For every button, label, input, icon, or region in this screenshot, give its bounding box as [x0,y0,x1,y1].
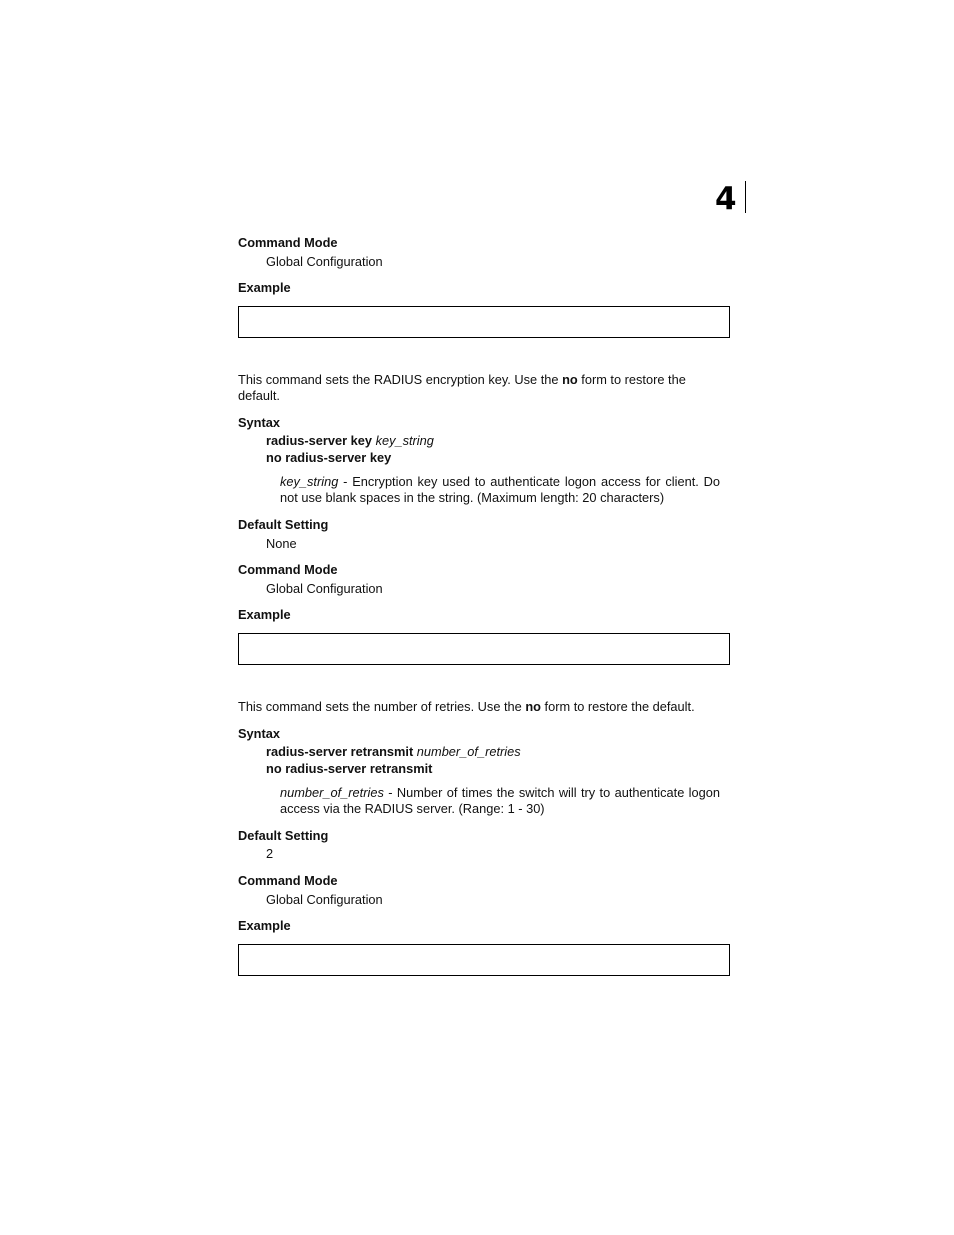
param-name: key_string [280,474,339,489]
syntax-param: number_of_retries [416,744,521,759]
intro-text-end: form to restore the default. [540,699,695,714]
command-mode-value: Global Configuration [266,581,383,596]
param-description [280,785,720,817]
command-mode-heading: Command Mode [238,235,338,250]
syntax-command [266,744,521,760]
default-setting-value: None [266,536,297,551]
command-mode-value: Global Configuration [266,254,383,269]
example-heading: Example [238,280,291,295]
syntax-no-command: no radius-server key [266,450,392,465]
default-setting-heading: Default Setting [238,828,329,843]
intro-no-keyword: no [525,699,541,714]
command-mode-heading: Command Mode [238,873,338,888]
example-box [238,306,730,338]
intro-paragraph [238,699,728,715]
intro-text: This command sets the RADIUS encryption key. Use the [238,372,563,387]
syntax-command-name: radius-server retransmit [266,744,414,759]
syntax-heading: Syntax [238,415,280,430]
syntax-heading: Syntax [238,726,280,741]
example-heading: Example [238,607,291,622]
intro-text-end: form to restore the default. [238,372,686,403]
command-mode-value: Global Configuration [266,892,383,907]
chapter-number: 4 [715,181,746,213]
intro-no-keyword: no [562,372,578,387]
syntax-command [266,433,434,449]
syntax-command-name: radius-server key [266,433,372,448]
default-setting-value: 2 [266,846,274,861]
example-box [238,944,730,976]
syntax-no-command: no radius-server retransmit [266,761,433,776]
param-desc-text: - Number of times the switch will try to authenticate logon access via the RADIUS server. (Range: 1 - 30) [280,785,720,816]
intro-text: This command sets the number of retries. Use the [238,699,526,714]
param-name: number_of_retries [280,785,384,800]
param-desc-text: - Encryption key used to authenticate logon access for client. Do not use blank spaces in the string. (Maximum length: 20 characters) [280,474,720,505]
syntax-param: key_string [375,433,434,448]
example-box [238,633,730,665]
default-setting-heading: Default Setting [238,517,329,532]
intro-paragraph [238,372,728,404]
example-heading: Example [238,918,291,933]
param-description [280,474,720,506]
command-mode-heading: Command Mode [238,562,338,577]
